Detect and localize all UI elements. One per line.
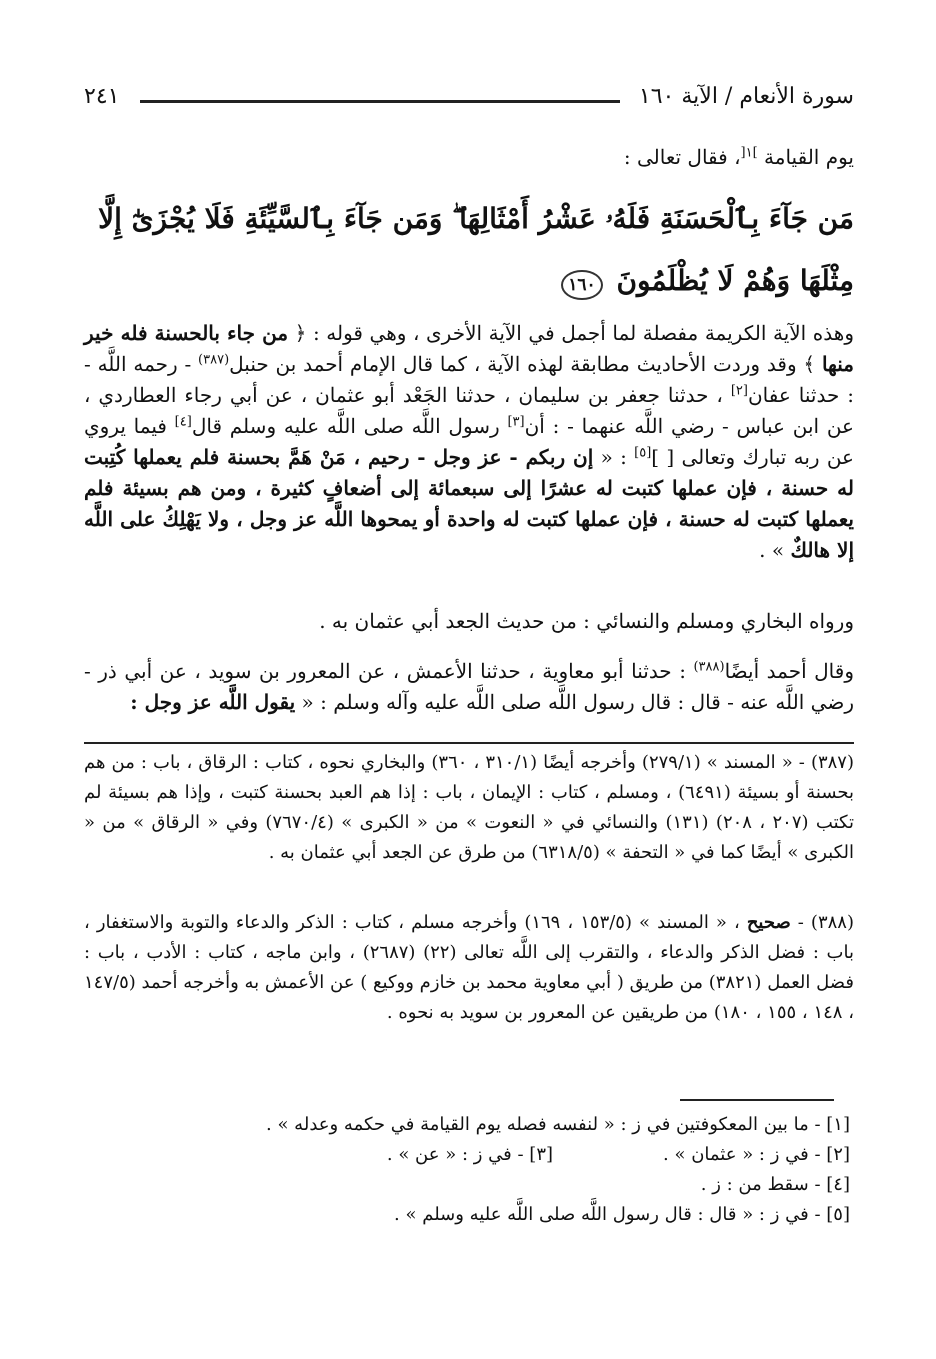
paragraph-text: : « — [593, 445, 635, 469]
header-rule — [140, 100, 620, 103]
note-ref: [٥] — [634, 445, 652, 461]
surah-title: سورة الأنعام / الآية ١٦٠ — [638, 84, 854, 109]
hadith-text: إن ربكم - عز وجل - رحيم ، مَنْ هَمَّ بحسنة فلم يعملها كُتِبت له حسنة ، فإن عملها كتبت له عشرًا إلى سبعمائة إلى أضعافٍ كثيرة ، ومن هم بسيئة فلم يعملها كتبت له حسنة ، فإن عملها كتبت له واحدة أو يمحوها اللَّه عز وجل ، ولا يَهْلِكُ على اللَّه إلا هالكٌ — [84, 445, 854, 562]
note-ref: [٣] — [507, 414, 525, 430]
running-header — [84, 84, 854, 118]
editor-note: [٣] - في ز : « عن » . — [386, 1144, 554, 1165]
hadith-text: يقول اللَّه عز وجل : — [130, 690, 296, 714]
paragraph-text: ﴾ وقد وردت الأحاديث مطابقة لهذه الآية ، كما قال الإمام أحمد بن حنبل — [229, 352, 822, 376]
verse-text: مَن جَآءَ بِٱلْحَسَنَةِ فَلَهُۥ عَشْرُ أَمْثَالِهَا ۖ وَمَن جَآءَ بِٱلسَّيِّئَةِ فَلَا يُجْزَىٰٓ إِلَّا مِثْلَهَا وَهُمْ لَا يُظْلَمُونَ — [98, 202, 854, 297]
paragraph-text: ورواه البخاري ومسلم والنسائي : من حديث الجعد أبي عثمان به . — [319, 609, 854, 633]
paragraph — [84, 656, 854, 718]
footnote-text: (٣٨٧) - « المسند » (٢٧٩/١) وأخرجه أيضًا (٣١٠/١ ، ٣٦٠) والبخاري نحوه ، كتاب : الرقاق ، باب : من هم بحسنة أو بسيئة (٦٤٩١) ، ومسلم ، كتاب : الإيمان ، باب : إذا هم العبد بحسنة كتبت ، وإذا هم بسيئة لم تكتب (٢٠٧ ، ٢٠٨) (١٣١) والنسائي في « النعوت » من « الكبرى » (٧٦٧٠/٤) وفي « الرقاق » من « الكبرى » أيضًا كما في « التحفة » (٦٣١٨/٥) من طرق عن الجعد أبي عثمان به . — [84, 752, 855, 863]
quran-verse — [84, 188, 854, 312]
paragraph-text: » . — [759, 538, 791, 562]
page-number: ٢٤١ — [84, 84, 120, 109]
editor-note: [٤] - سقط من : ز . — [700, 1174, 850, 1195]
editor-notes — [150, 1110, 850, 1230]
quoted-verse: من جاء بالحسنة فله خير منها — [84, 321, 854, 376]
paragraph-text: وهذه الآية الكريمة مفصلة لما أجمل في الآية الأخرى ، وهي قوله : ﴿ — [288, 321, 854, 345]
paragraph-text: فيما يروي عن ربه تبارك وتعالى [ ] — [84, 414, 854, 469]
paragraph — [84, 606, 854, 637]
footnote-ref: (٣٨٧) — [198, 352, 230, 368]
paragraph-text: ، حدثنا جعفر بن سليمان ، حدثنا الجَعْد أبو عثمان ، عن أبي رجاء العطاردي ، عن ابن عباس - رضي اللَّه عنهما - : أن — [84, 383, 854, 438]
intro-text: ، فقال تعالى : — [623, 145, 741, 169]
grading-label: صحيح — [746, 912, 791, 933]
note-ref: [٤] — [174, 414, 192, 430]
editor-note: [٥] - في ز : « قال : قال رسول اللَّه صلى اللَّه عليه وسلم » . — [394, 1204, 850, 1225]
intro-line — [84, 142, 854, 173]
footnote-divider — [84, 742, 854, 744]
paragraph-text: وقال أحمد أيضًا — [724, 659, 854, 683]
footnote-388 — [84, 908, 854, 1028]
paragraph-text: : حدثنا أبو معاوية ، حدثنا الأعمش ، عن المعرور بن سويد ، عن أبي ذر - رضي اللَّه عنه - قال : قال رسول اللَّه صلى اللَّه عليه وآله وسلم : « — [84, 659, 854, 714]
editor-note: [١] - ما بين المعكوفتين في ز : « لنفسه فصله يوم القيامة في حكمه وعدله » . — [266, 1114, 850, 1135]
notes-divider — [680, 1099, 834, 1101]
intro-text: يوم القيامة — [757, 145, 854, 169]
paragraph-text: رسول اللَّه صلى اللَّه عليه وسلم قال — [191, 414, 508, 438]
note-ref: [٢] — [730, 383, 748, 399]
footnote-text: (٣٨٨) - — [790, 912, 854, 933]
paragraph-text: - رحمه اللَّه - : حدثنا عفان — [84, 352, 854, 407]
footnote-387 — [84, 748, 854, 868]
verse-number-marker: ١٦٠ — [561, 270, 602, 300]
footnote-text: ، « المسند » (١٥٣/٥ ، ١٦٩) وأخرجه مسلم ، كتاب : الذكر والدعاء والتوبة والاستغفار ، باب : فضل الذكر والدعاء ، والتقرب إلى اللَّه تعالى (٢٢) (٢٦٨٧) ، وابن ماجه ، كتاب : الأدب ، باب : فضل العمل (٣٨٢١) من طريق ( أبي معاوية محمد بن خازم ووكيع ) عن الأعمش به وأخرجه أحمد (١٤٧/٥ ، ١٤٨ ، ١٥٥ ، ١٨٠) من طريقين عن المعرور بن سويد به نحوه . — [84, 912, 854, 1023]
paragraph — [84, 318, 854, 566]
editor-note: [٢] - في ز : « عثمان » . — [663, 1144, 850, 1165]
note-ref: ]١[ — [740, 145, 758, 161]
editor-note-row — [150, 1140, 850, 1170]
footnote-ref: (٣٨٨) — [693, 659, 725, 675]
